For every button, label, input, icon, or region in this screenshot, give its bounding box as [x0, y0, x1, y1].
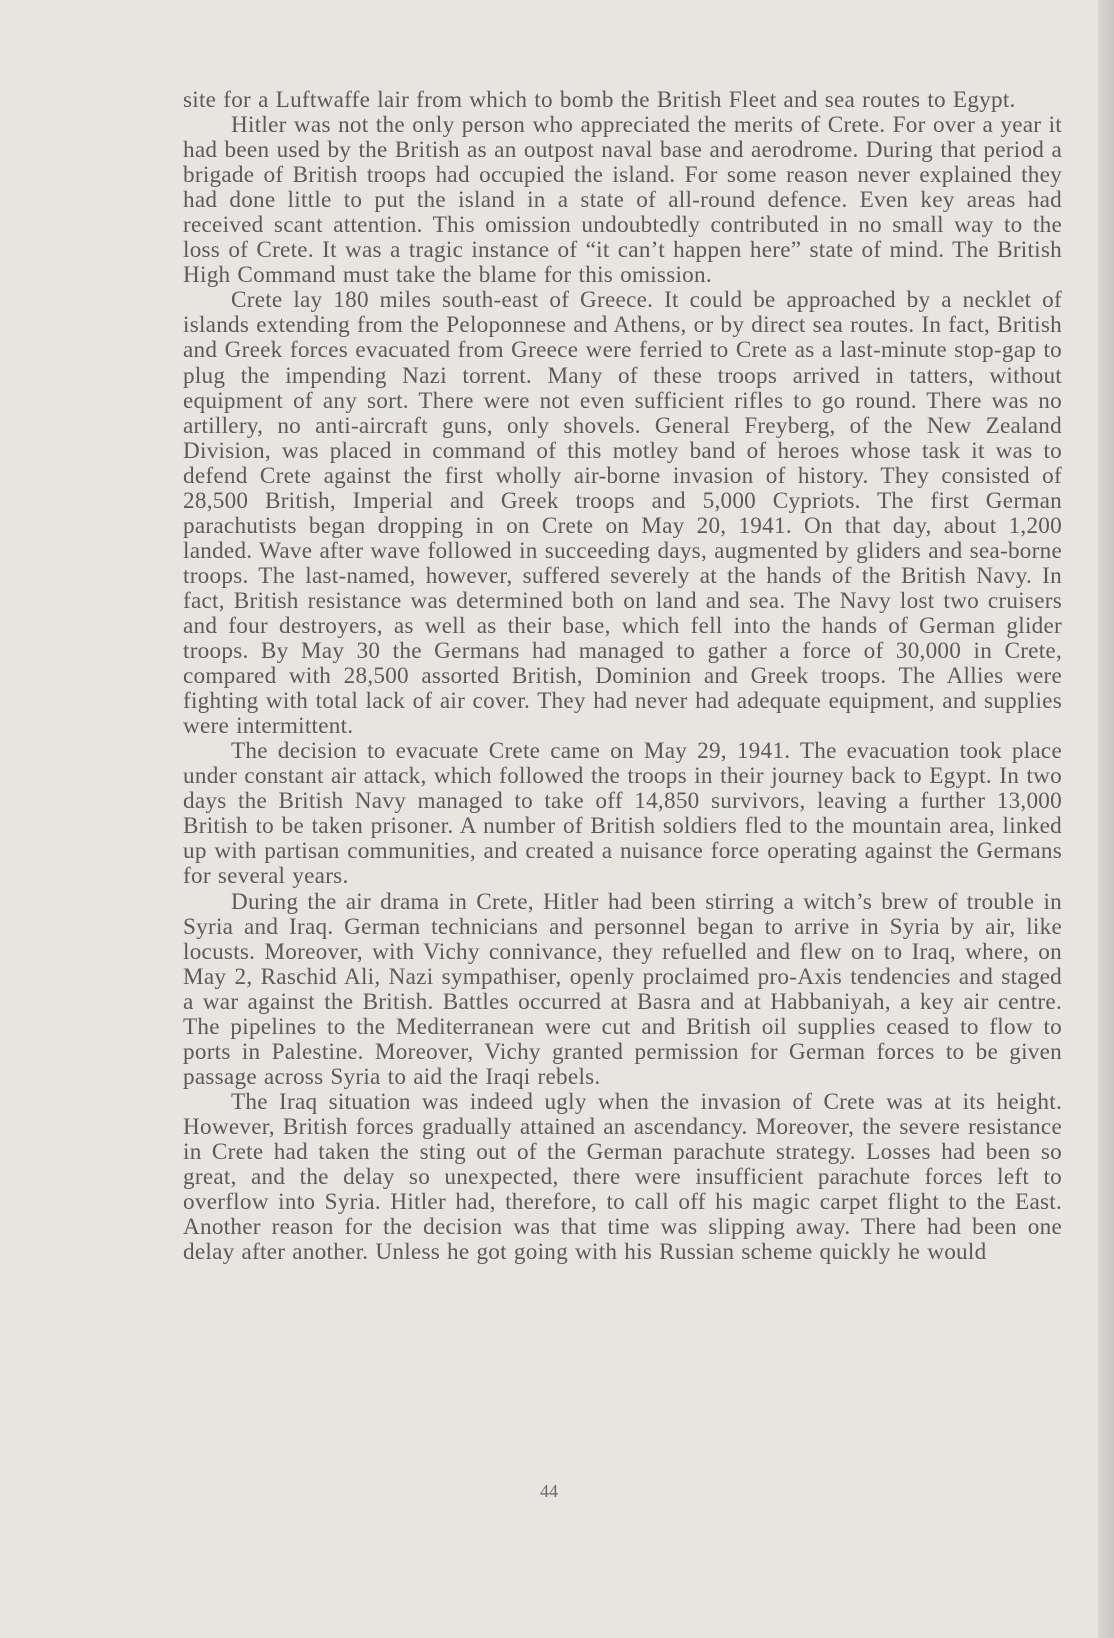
paragraph-4: The decision to evacuate Crete came on May 29, 1941. The evacuation took place under constant air attack, which followed the troops in their journey back to Egypt. In two days the British Navy managed to take off 14,850 survivors, leaving a further 13,000 British to be taken prisoner. A number of British soldiers fled to the mountain area, linked up with partisan communities, and created a nuisance force operating against the Germans for several years. [183, 738, 1062, 890]
paragraph-1: site for a Luftwaffe lair from which to bomb the British Fleet and sea routes to Egypt. [183, 87, 1016, 113]
page-edge [1098, 0, 1114, 1638]
paragraph-3: Crete lay 180 miles south-east of Greece. It could be approached by a necklet of islands extending from the Peloponnese and Athens, or by direct sea routes. In fact, British and Greek forces evacuated from Greece were ferried to Crete as a last-minute stop-gap to plug the impending Nazi torrent. Many of these troops arrived in tatters, without equipment of any sort. There were not even sufficient rifles to go round. There was no artillery, no anti-aircraft guns, only shovels. General Freyberg, of the New Zealand Division, was placed in command of this motley band of heroes whose task it was to defend Crete against the first wholly air-borne invasion of history. They consisted of 28,500 British, Imperial and Greek troops and 5,000 Cypriots. The first German parachutists began dropping in on Crete on May 20, 1941. On that day, about 1,200 landed. Wave after wave followed in succeeding days, augmented by gliders and sea-borne troops. The last-named, however, suffered severely at the hands of the British Navy. In fact, British resistance was determined both on land and sea. The Navy lost two cruisers and four destroyers, as well as their base, which fell into the hands of German glider troops. By May 30 the Germans had managed to gather a force of 30,000 in Crete, compared with 28,500 assorted British, Dominion and Greek troops. The Allies were fighting with total lack of air cover. They had never had adequate equipment, and supplies were intermittent. [183, 287, 1062, 740]
body-text [183, 88, 1062, 1265]
paragraph-5: During the air drama in Crete, Hitler had been stirring a witch’s brew of trouble in Syria and Iraq. German technicians and personnel began to arrive in Syria by air, like locusts. Moreover, with Vichy connivance, they refuelled and flew on to Iraq, where, on May 2, Raschid Ali, Nazi sympathiser, openly proclaimed pro-Axis tendencies and staged a war against the British. Battles occurred at Basra and at Habbaniyah, a key air centre. The pipelines to the Mediterranean were cut and British oil supplies ceased to flow to ports in Palestine. Moreover, Vichy granted permission for German forces to be given passage across Syria to aid the Iraqi rebels. [183, 888, 1062, 1090]
page-number: 44 [540, 1481, 558, 1501]
paragraph-6: The Iraq situation was indeed ugly when the invasion of Crete was at its height. However, British forces gradually attained an ascendancy. Moreover, the severe resistance in Crete had taken the sting out of the German parachute strategy. Losses had been so great, and the delay so unexpected, there were insufficient parachute forces left to overflow into Syria. Hitler had, therefore, to call off his magic carpet flight to the East. Another reason for the decision was that time was slipping away. There had been one delay after another. Unless he got going with his Russian scheme quickly he would [183, 1088, 1062, 1266]
paragraph-2: Hitler was not the only person who appreciated the merits of Crete. For over a year it had been used by the British as an outpost naval base and aerodrome. During that period a brigade of British troops had occupied the island. For some reason never explained they had done little to put the island in a state of all-round defence. Even key areas had received scant attention. This omission undoubtedly contributed in no small way to the loss of Crete. It was a tragic instance of “it can’t happen here” state of mind. The British High Command must take the blame for this omission. [183, 112, 1062, 289]
